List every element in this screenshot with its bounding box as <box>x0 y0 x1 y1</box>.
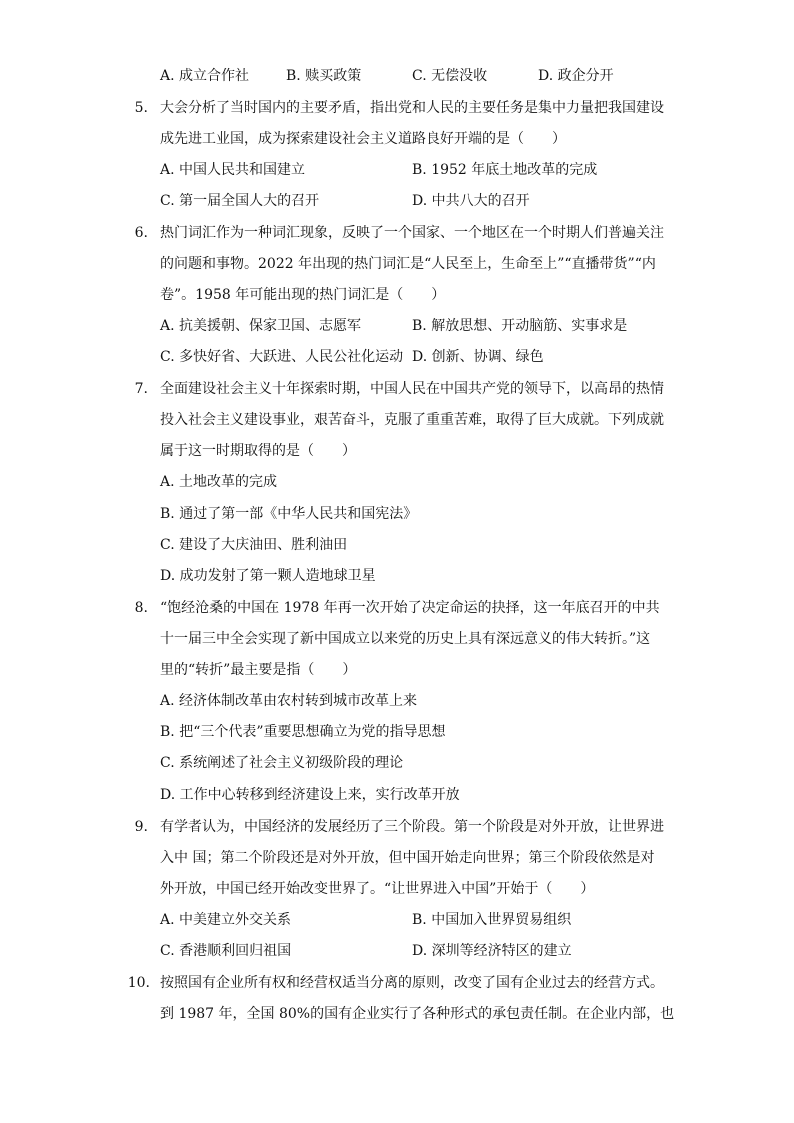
q10-stem-line-1: 按照国有企业所有权和经营权适当分离的原则，改变了国有企业过去的经营方式。 <box>160 975 664 991</box>
q4-option-a: A. 成立合作社 <box>160 68 250 84</box>
q8-option-b: B. 把“三个代表”重要思想确立为党的指导思想 <box>160 724 446 740</box>
q7-option-a: A. 土地改革的完成 <box>160 474 278 490</box>
q9-number: 9. <box>134 819 148 835</box>
q10-stem-line-2: 到 1987 年，全国 80%的国有企业实行了各种形式的承包责任制。在企业内部，也 <box>160 1006 675 1022</box>
q6-option-b: B. 解放思想、开动脑筋、实事求是 <box>412 318 628 334</box>
q5-option-d: D. 中共八大的召开 <box>412 193 530 209</box>
q6-option-a: A. 抗美援朝、保家卫国、志愿军 <box>160 318 362 334</box>
q9-stem-line-2: 入中 国；第二个阶段还是对外开放，但中国开始走向世界；第三个阶段依然是对 <box>160 850 655 866</box>
q8-stem-line-3: 里的“转折”最主要是指（ ） <box>160 662 357 678</box>
q7-option-b: B. 通过了第一部《中华人民共和国宪法》 <box>160 506 418 522</box>
q7-stem-line-2: 投入社会主义建设事业，艰苦奋斗，克服了重重苦难，取得了巨大成就。下列成就 <box>160 412 664 428</box>
q5-number: 5. <box>134 100 148 116</box>
q6-number: 6. <box>134 225 148 241</box>
q8-stem-line-2: 十一届三中全会实现了新中国成立以来党的历史上具有深远意义的伟大转折。”这 <box>160 631 651 647</box>
q9-option-c: C. 香港顺利回归祖国 <box>160 943 292 959</box>
q7-option-d: D. 成功发射了第一颗人造地球卫星 <box>160 568 376 584</box>
q5-stem-line-1: 大会分析了当时国内的主要矛盾，指出党和人民的主要任务是集中力量把我国建设 <box>160 100 664 116</box>
q4-option-c: C. 无偿没收 <box>412 68 488 84</box>
q5-option-a: A. 中国人民共和国建立 <box>160 162 306 178</box>
q8-number: 8. <box>134 600 148 616</box>
q9-option-d: D. 深圳等经济特区的建立 <box>412 943 572 959</box>
q8-option-d: D. 工作中心转移到经济建设上来，实行改革开放 <box>160 787 460 803</box>
q8-stem-line-1: “饱经沧桑的中国在 1978 年再一次开始了决定命运的抉择，这一年底召开的中共 <box>160 600 660 616</box>
q9-stem-line-1: 有学者认为，中国经济的发展经历了三个阶段。第一个阶段是对外开放，让世界进 <box>160 819 664 835</box>
q7-number: 7. <box>134 381 148 397</box>
q8-option-a: A. 经济体制改革由农村转到城市改革上来 <box>160 693 418 709</box>
q4-option-d: D. 政企分开 <box>538 68 614 84</box>
q6-stem-line-1: 热门词汇作为一种词汇现象，反映了一个国家、一个地区在一个时期人们普遍关注 <box>160 225 664 241</box>
q6-stem-line-3: 卷”。1958 年可能出现的热门词汇是（ ） <box>160 287 446 303</box>
q7-stem-line-3: 属于这一时期取得的是（ ） <box>160 443 356 459</box>
q8-option-c: C. 系统阐述了社会主义初级阶段的理论 <box>160 755 404 771</box>
q5-option-b: B. 1952 年底土地改革的完成 <box>412 162 598 178</box>
q10-number: 10. <box>127 975 150 991</box>
q9-option-b: B. 中国加入世界贸易组织 <box>412 912 572 928</box>
q4-option-b: B. 赎买政策 <box>286 68 362 84</box>
q9-stem-line-3: 外开放，中国已经开始改变世界了。“让世界进入中国”开始于（ ） <box>160 881 595 897</box>
q9-option-a: A. 中美建立外交关系 <box>160 912 292 928</box>
q5-option-c: C. 第一届全国人大的召开 <box>160 193 320 209</box>
q6-option-d: D. 创新、协调、绿色 <box>412 349 544 365</box>
q7-stem-line-1: 全面建设社会主义十年探索时期，中国人民在中国共产党的领导下，以高昂的热情 <box>160 381 664 397</box>
q6-option-c: C. 多快好省、大跃进、人民公社化运动 <box>160 349 404 365</box>
q6-stem-line-2: 的问题和事物。2022 年出现的热门词汇是“人民至上，生命至上”“直播带货”“内 <box>160 256 656 272</box>
q5-stem-line-2: 成先进工业国，成为探索建设社会主义道路良好开端的是（ ） <box>160 131 566 147</box>
q7-option-c: C. 建设了大庆油田、胜利油田 <box>160 537 348 553</box>
